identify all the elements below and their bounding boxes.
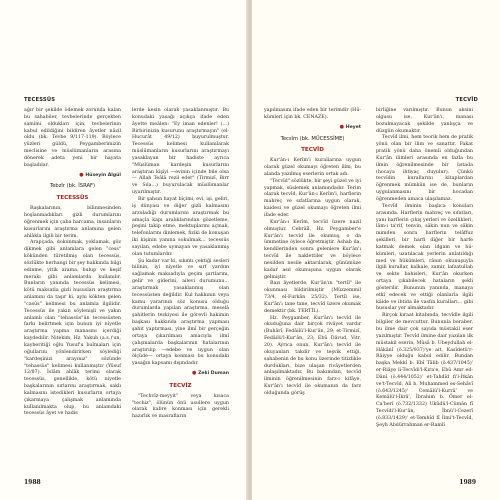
paragraph: lerde kesin olarak yasaklanmıştır. Bu konudaki yasağı açıkça ifade eden âyette meâlen: "Ey iman edenler! (...) Birbirinizin kusurunu araştırmayın" (el-Hucurât 49/12) buyurulmuştur. Tecessüs kelimesi kullanılarak müslümanların kusurlarını araştırmayı yasaklayan bir hadiste ayrıca "Müslüman kardeşin kusurlarını araştıran kişiyi —evinin içinde bile olsa— Allah Teâlâ rezil eder" (Tirmizî, Birr ve Sıla...) buyurulacak müslümanlar uyarılmıştır. (132, 108, 229, 196)
paragraph: "Techvîz-meyyit" veya kısaca "techiz", ölünün önü usullere uygun olarak kabre konması için gerekli hazırlık ve masrafların (132, 393, 229, 420)
paragraph: Bir şahsın hayat biçimi, evi, işi, geliri, iş dünyası ve diğer gizli kalmasını arzuladığı durumlarını araştırmak bu amaçla kapı aralıklarından gözetleme, peşini takip etme, mektuplarını açmak, telefonlarını dinlemek, fiziki de konuşan iki kişinin yanına sokulmak... tecessüs sayılan, edebe uymayan ve yasaklanmış olan tutumlardır. (132, 196, 229, 257)
entry-heading: TECESSÜS (56, 195, 89, 202)
paragraph: ağır bir şekilde ödemek zorunda kalan bu sahabiler, tevbelerinde gerçekten samimi oldukları için, tevbelerinin kabul edildiğini bildiren âyetler nâzil oldu (bk. Tevbe 9/117-119). Böylece yüzleri güldü, Peygamberimizin meclisine ve müslümanların arasına dönerek adeta yeni bir hayata başladılar. (24, 108, 121, 168)
left-page (0, 0, 248, 500)
paragraph: Kur'ân-ı Kerîm, tecvîd üzere nazil olmuştur. Cebrâîl, Hz. Peygamber'e Kur'ân'ı tecvîd ile okumuş, o da ümmetine öylece öğretmiştir. Ashab da, kendilerinden sonra gelenlere Kur'ân'ı tecvîd ile naklettiler ve böylece nesilden nesile aktarılarak, günümüze kadar asıl okunuşuna uygun olarak gelmiştir. (264, 219, 361, 280)
see-also-entry: Tecsîm (bk. MÜCESSİME) (280, 135, 345, 142)
paragraph: Bazı âyetlerde, Kur'ân'ın "tertîl" ile okunması bildirilmiştir (Müzzemmil 73/4, el-Furkân 25/32). Tertîl ise, Kur'ân'ı tane tane, tecvîd üzere okumak demektir (bk. TERTÎL). (264, 281, 361, 314)
paragraph: Kur'ân-ı Kerîm'i kurallarına uygun olarak güzel okumayı öğreten ilim; bu alanda yazılmış eserlerin ortak adı. (264, 158, 361, 177)
author-signature: ● Hüseyin Algül (79, 171, 121, 178)
text-column-1 (264, 108, 361, 398)
see-also-entry: Tebzîr (bk. İSRAF) (49, 183, 96, 190)
entry-heading: TECVÎZ (169, 382, 192, 389)
entry-heading: TECVÎD (301, 147, 324, 154)
paragraph: yapılmasını ifade eden bir terimdir (Hükümleri için bk. CENAZE). (264, 108, 361, 120)
paragraph: Arapçada, dokunmak, yoklamak, göz dikmek gibi anlamlara gelen "cess" kökünden türetilmiş olan tecessüs, sözlükte herhangi bir şey hakkında bilgi edinme, yitik arama, bulup ve keşif merakı gibi anlamlarda kullanılır. Bunların yanında tecessüs kelimesi, kötü maksatla gizli hususları araştırma anlamını da taşır ki, aynı kökten gelen "casûs" kelimesi bu anlamla ilgilidir. Tecessüs ile yakın söylenişli ve yakın anlamlı olan "tehassüs"ün tecessüsten farkı belirtmek için bunun iyi niyetle araştırma yapma manasını içerdiği kaydedilir. Nitekim, Hz. Yakub (a.s.)'un, kayberitiği oğlu Yusuf'u bulmaları için oğullarını yönlendirirken söylediği "kardeşinizi arayınız" sözünde "tehassüs" kelimesi kullanmıştır (Yûsuf 12/87). İslâm ahlâk terimi olarak tecessüs, genellikle, kötü niyetle başkalarının sırlarını araştırmak, saklı kalmasını istedikleri kusurların ortaya çıkarmaya çalışmak anlamında kullanılmakta olup, bu anlamdaki tecessüs âyet ve hadis (24, 240, 121, 417)
bullet-icon: ● (79, 171, 86, 178)
page-number: 1988 (24, 479, 41, 486)
text-column-2 (132, 108, 229, 421)
paragraph: Birçok kıraat kitabında, tecvîdle ilgili bilgiler de mevcuttur. Bununla beraber, bu ilme dair çok sayıda müstakil eser yazılmıştır. Tecvîd ilmine dair yazılan ilk müstakil eserin, Mûsâ b. Ubeydullah el-Hâkânî (ö.325/937)'ye ait, Kasîdetü'r-Râiyye olduğu kabul edilir. Bundan başka Mekkî b. Ebî Tâlib (ö.437/1045)' er-Riâye li-Tecvîdi'l-Kıra'e, Ebû Amr ed-Dânî (ö.444/1052)' et-Tahdîd fi'l-İtkân ve't-Tecvîd, Ali b. Muhammed es-Sehâvî (ö.643/1245)' Cemâlü'l-Kurrâ' ve Kemâlü'l-İkrâ', İbrahim b. Ömer el-Ca'berî (ö.732/1332) Ukûdü'l-Cümân fî Tecvîdi'l-Kur'ân, İbnü'l-Cezerî (ö.833/1429)' et-Temhîd fî İlmi't-Tecvîd, Şeyh Abdürrahman er-Ramlî (376, 313, 473, 428)
paragraph: Şu kadar var ki, sıkıntı çektiği sesleri bilinin, iyi niyetle ve sırf yardım sağlamak maksadıyla geçim şartlarını, gelir ve giderini, ailevi durumunu... araştırmak yasaklanmış olan tecessüsten değildir. Kul hakkının veya kamu yararının söz konusu olduğu durumlarda yapılan araştırma, meselâ şahitlerin tezkiyesi ile görevli hakimin başkası hakkında araştırma yapması şahit yaptırması, yine ilmî bir gerçeğin ortaya çıkarılması amacıyla ilmî çalışmalarda başkalarının hatalarının araştırılıp —edebe ve uygun olan ölçüde— ortaya konması bu konudaki yasağın kapsamı dışındadır. (132, 258, 229, 367)
author-signature: ● Heyet (339, 123, 361, 130)
bullet-icon: ● (339, 123, 346, 130)
paragraph: Tecvîd ilminin başlıca konuları arasında. Harflerin mahreç ve sıfatları, yanı harflerin çıkış yerleri ve özellikleri, lâm-ı ta'rif, tenvin, sâkin nun ve sâkin mimden sonra harflerin telâffuz şekilleri, bir harfi diğer bir harfe katmak demek olan idgam ve hükümleri, uzatılacak yerlerin anlatıldığı med ve hükümleri, rânın okunuşuyla ilgili kurallar, kalkale, zamir, lafzatullah ve sekte bahisleri, Kur'ân okurken ortaya çıkabilecek hataların şekli gösterilir. Bununun yanında, manaya etki edecek ve ettiği olanlarla ilgili kâide ve ibtida ile vasfın kuralları... gibi hususlar yer almaktadır. (376, 203, 473, 312)
text-column-1 (24, 108, 121, 418)
paragraph: Hz. Peygamber, Kur'ân'ı tecvîd ile okuduğuna dair birçok rivâyet vardır (Buhârî, Fedâilü'l-Kur'ân, 29; et-Tirmizî, Fedâilü'l-Kur'ân, 23; Ebû Dâvud, Vitr, 20). Ayrıca onun, Kur'ân'ı tecvîd ile okuyanları takdir ve teşvik ettiği, sahabenin de bu konu üzerinde titizlikle durdukları, bize ulaşan rivâyetlerden anlaşılmaktadır. Bu bakımdan, tecvîd ilminin öğrenilmesinin farz-ı kifâye, Kur'ân'ı tecvîd ile okumanın da farz olduğunda görüş (264, 315, 361, 396)
paragraph: Tecvîd ilmi, hem teorik hem de pratik yönü olan bir ilim ve sanattır. Fakat pratik yönü daha önemli olduğundan Kur'ân ilimleri arasında en fazla bu ilmin öğrenilmesinde bir üstada (hocaya ihtiyaç duyulur). Çünkü tecvîdin kurallarını kitaplardan öğrenmek mümkün ise de, bunların uygulanmasını bir hocadan öğrenmeden amaca ulaşılamaz. (376, 135, 473, 202)
right-page (252, 0, 500, 500)
paragraph: "Tecvîd" sözlükte, bir şeyi güzel ve iyi yapmak, süslemek anlamındadır. Terim olarak tecvîd, Kur'ân-ı Kerîm'i, harflerin mahreç ve sıfatlarına uygun olarak, kaidesi ve güzel okumayı öğreten ilmi ifade eder. (264, 178, 361, 218)
page-number: 1989 (459, 479, 476, 486)
running-head: TECVÎD (455, 97, 478, 103)
bullet-icon: ● (191, 370, 199, 377)
running-head: TECESSÜS (24, 97, 56, 103)
paragraph: birliğine varılmıştır. Bunun aksini olgusu ise, Kur'ân'ı, manası bozulmayacak şekilde yanlışça ve düzgün okumaktır. (376, 108, 473, 134)
paragraph: Başkalarının, bilinmesinden hoşlanmadıkları gizli durumlarını öğrenmek için çaba harcama, insanların kusurlarını araştırma anlamına gelen ahlâkla ilgili bir terim. (24, 206, 122, 239)
author-signature: ● Zeki Duman (191, 370, 229, 377)
text-column-2 (376, 108, 473, 430)
